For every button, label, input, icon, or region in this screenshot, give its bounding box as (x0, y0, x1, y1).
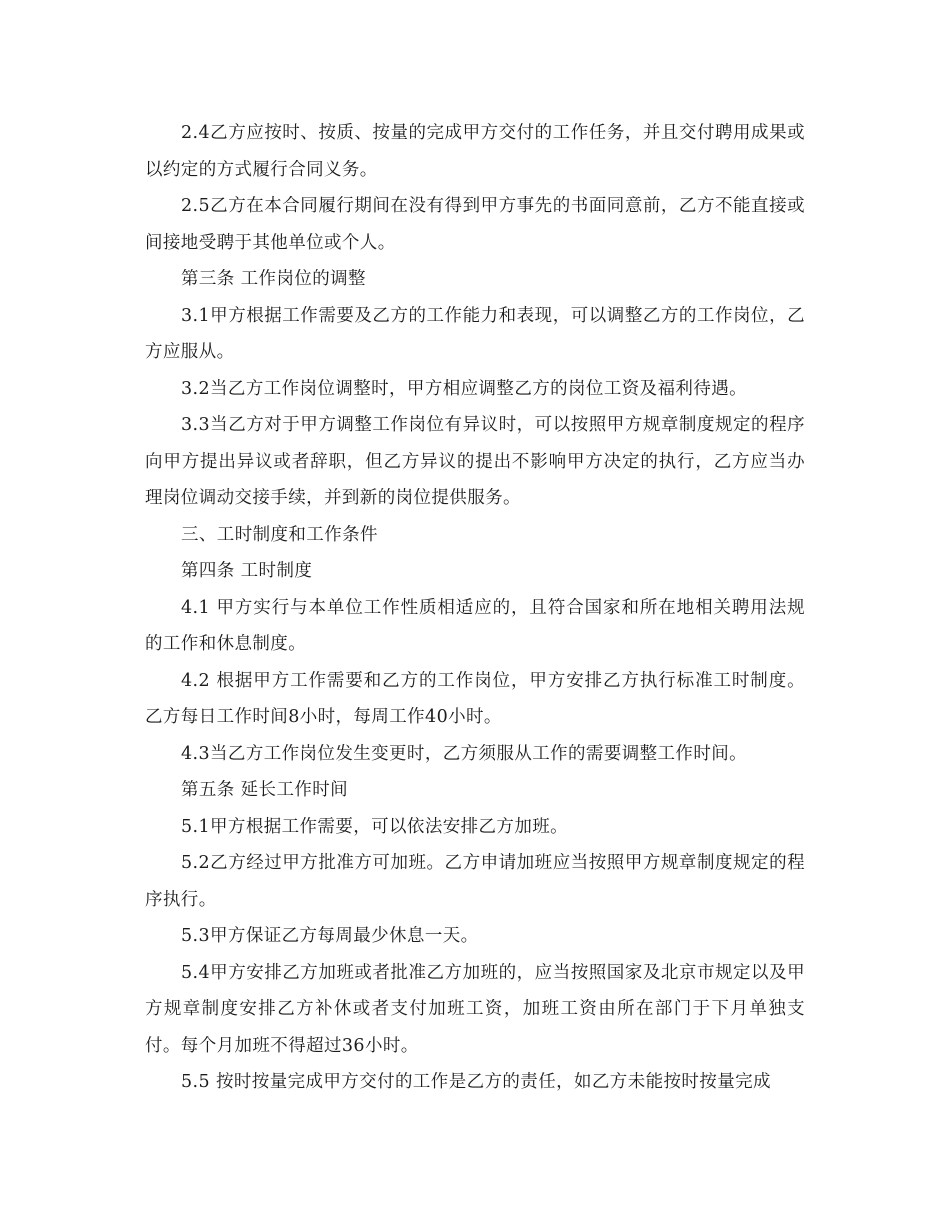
clause-4-2: 4.2 根据甲方工作需要和乙方的工作岗位，甲方安排乙方执行标准工时制度。乙方每日工作时间8小时，每周工作40小时。 (145, 670, 805, 727)
clause-3-3: 3.3当乙方对于甲方调整工作岗位有异议时，可以按照甲方规章制度规定的程序向甲方提出异议或者辞职，但乙方异议的提出不影响甲方决定的执行，乙方应当办理岗位调动交接手续，并到新的岗位提供服务。 (145, 415, 805, 508)
clause-5-4: 5.4甲方安排乙方加班或者批准乙方加班的，应当按照国家及北京市规定以及甲方规章制度安排乙方补休或者支付加班工资，加班工资由所在部门于下月单独支付。每个月加班不得超过36小时。 (145, 962, 805, 1056)
article-5-heading: 第五条 延长工作时间 (181, 780, 349, 800)
clause-5-1: 5.1甲方根据工作需要，可以依法安排乙方加班。 (181, 816, 569, 837)
clause-2-5: 2.5乙方在本合同履行期间在没有得到甲方事先的书面同意前，乙方不能直接或间接地受聘于其他单位或个人。 (145, 196, 805, 253)
clause-2-4: 2.4乙方应按时、按质、按量的完成甲方交付的工作任务，并且交付聘用成果或以约定的方式履行合同义务。 (145, 123, 805, 180)
clause-4-3: 4.3当乙方工作岗位发生变更时，乙方须服从工作的需要调整工作时间。 (181, 743, 748, 764)
document-body (145, 115, 805, 1101)
clause-3-1: 3.1甲方根据工作需要及乙方的工作能力和表现，可以调整乙方的工作岗位，乙方应服从。 (145, 305, 805, 362)
clause-5-3: 5.3甲方保证乙方每周最少休息一天。 (181, 926, 479, 946)
clause-5-2: 5.2乙方经过甲方批准方可加班。乙方申请加班应当按照甲方规章制度规定的程序执行。 (145, 853, 805, 910)
clause-5-5: 5.5 按时按量完成甲方交付的工作是乙方的责任，如乙方未能按时按量完成 (181, 1072, 771, 1092)
section-3-heading: 三、工时制度和工作条件 (181, 524, 378, 545)
article-3-heading: 第三条 工作岗位的调整 (181, 269, 366, 289)
clause-4-1: 4.1 甲方实行与本单位工作性质相适应的，且符合国家和所在地相关聘用法规的工作和休息制度。 (145, 597, 805, 654)
clause-3-2: 3.2当乙方工作岗位调整时，甲方相应调整乙方的岗位工资及福利待遇。 (181, 378, 748, 399)
article-4-heading: 第四条 工时制度 (181, 561, 313, 581)
